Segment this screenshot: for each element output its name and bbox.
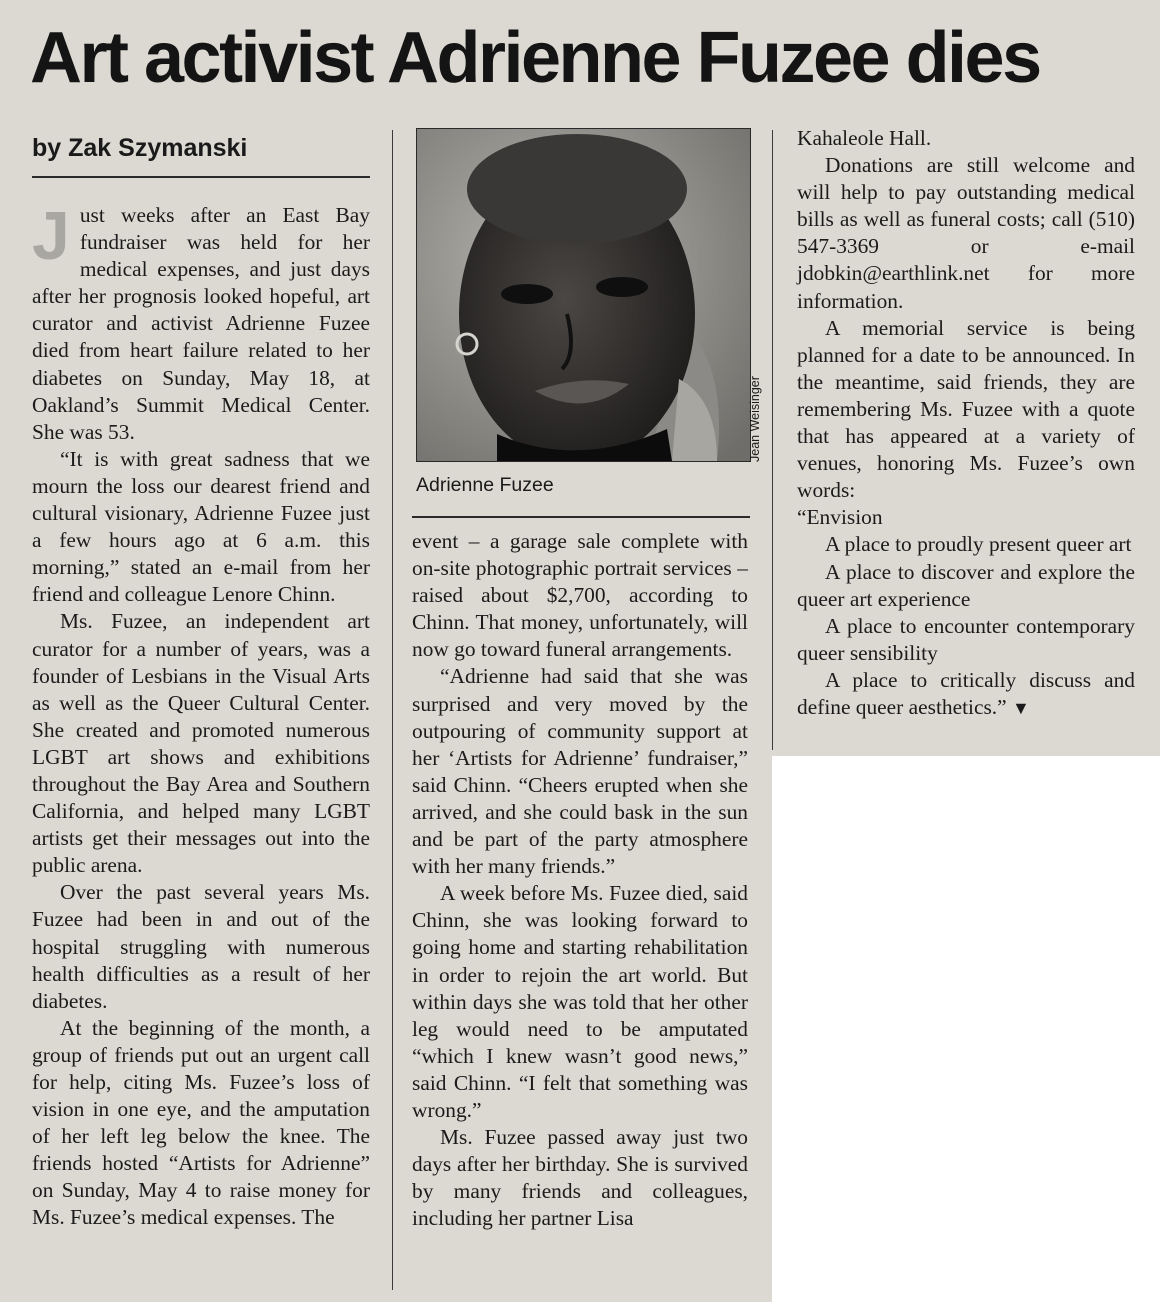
paragraph: Donations are still welcome and will help to pay outstanding medical bills as well as funeral costs; call (510) 547-3369 or e-mail jdobkin@earthlink.net for more information. <box>797 153 1135 313</box>
byline: by Zak Szymanski <box>32 134 248 162</box>
paragraph: A place to encounter contemporary queer sensibility <box>797 613 1135 665</box>
column-divider <box>392 130 393 1290</box>
end-mark-icon: ▼ <box>1012 697 1030 718</box>
photo-credit: Jean Weisinger <box>748 376 762 462</box>
paragraph <box>797 667 1135 722</box>
article-column-2 <box>412 528 748 1232</box>
portrait-illustration <box>417 129 750 461</box>
paragraph: Ms. Fuzee, an independent art curator for a number of years, was a founder of Lesbians in the Visual Arts as well as the Queer Cultural Center. She created and promoted numerous LGBT art shows and exhibitions throughout the Bay Area and Southern California, and helped many LGBT artists get their messages out into the public arena. <box>32 609 370 878</box>
paragraph: A place to proudly present queer art <box>825 532 1132 557</box>
caption-divider <box>412 516 750 518</box>
paragraph: Ms. Fuzee passed away just two days after her birthday. She is survived by many friends and colleagues, including her partner Lisa <box>412 1125 748 1231</box>
paragraph: “It is with great sadness that we mourn the loss our dearest friend and cultural visionary, Adrienne Fuzee just a few hours ago at 6 a.m. this morning,” stated an e-mail from her friend and colleague Lenore Chinn. <box>32 446 370 607</box>
paragraph: “Envision <box>797 505 883 530</box>
article-column-3 <box>797 125 1135 722</box>
paragraph: A week before Ms. Fuzee died, said Chinn, she was looking forward to going home and starting rehabilitation in order to rejoin the art world. But within days she was told that her other leg would need to be amputated “which I knew wasn’t good news,” said Chinn. “I felt that something was wrong.” <box>412 881 748 1122</box>
portrait-photo <box>416 128 751 462</box>
paragraph: At the beginning of the month, a group of friends put out an urgent call for help, citing Ms. Fuzee’s loss of vision in one eye, and the amputation of her left leg below the knee. The friends hosted “Artists for Adrienne” on Sunday, May 4 to raise money for Ms. Fuzee’s medical expenses. The <box>32 1015 370 1230</box>
paragraph: Kahaleole Hall. <box>797 126 932 150</box>
paragraph-text: ust weeks after an East Bay fundraiser was held for her medical expenses, and just days after her prognosis looked hopeful, art curator and activist Adrienne Fuzee died from heart failure related to her diabetes on Sunday, May 18, at Oakland’s Summit Medical Center. She was 53. <box>32 203 370 444</box>
paragraph: A memorial service is being planned for a date to be announced. In the meantime, said friends, they are remembering Ms. Fuzee with a quote that has appeared at a variety of venues, honoring Ms. Fuzee’s own words: <box>797 315 1135 503</box>
headline: Art activist Adrienne Fuzee dies <box>30 18 1040 98</box>
photo-caption: Adrienne Fuzee <box>416 474 554 496</box>
paragraph: event – a garage sale complete with on-site photographic portrait services – raised about $2,700, according to Chinn. That money, unfortunately, will now go toward funeral arrangements. <box>412 529 748 662</box>
paragraph: Over the past several years Ms. Fuzee had been in and out of the hospital struggling with numerous health difficulties as a result of her diabetes. <box>32 880 370 1013</box>
drop-cap: J <box>32 198 70 274</box>
paragraph: “Adrienne had said that she was surprised and very moved by the outpouring of community support at her ‘Artists for Adrienne’ fundraiser,” said Chinn. “Cheers erupted when she arrived, and she could bask in the sun and be part of the party atmosphere with her many friends.” <box>412 664 748 879</box>
paragraph-text: A place to critically discuss and define queer aesthetics.” <box>797 667 1135 719</box>
paragraph: A place to discover and explore the queer art experience <box>797 559 1135 611</box>
byline-divider <box>32 176 370 178</box>
article-column-1 <box>32 198 370 1232</box>
paragraph <box>32 198 370 446</box>
blank-area <box>772 756 1160 1302</box>
column-divider <box>772 130 773 750</box>
